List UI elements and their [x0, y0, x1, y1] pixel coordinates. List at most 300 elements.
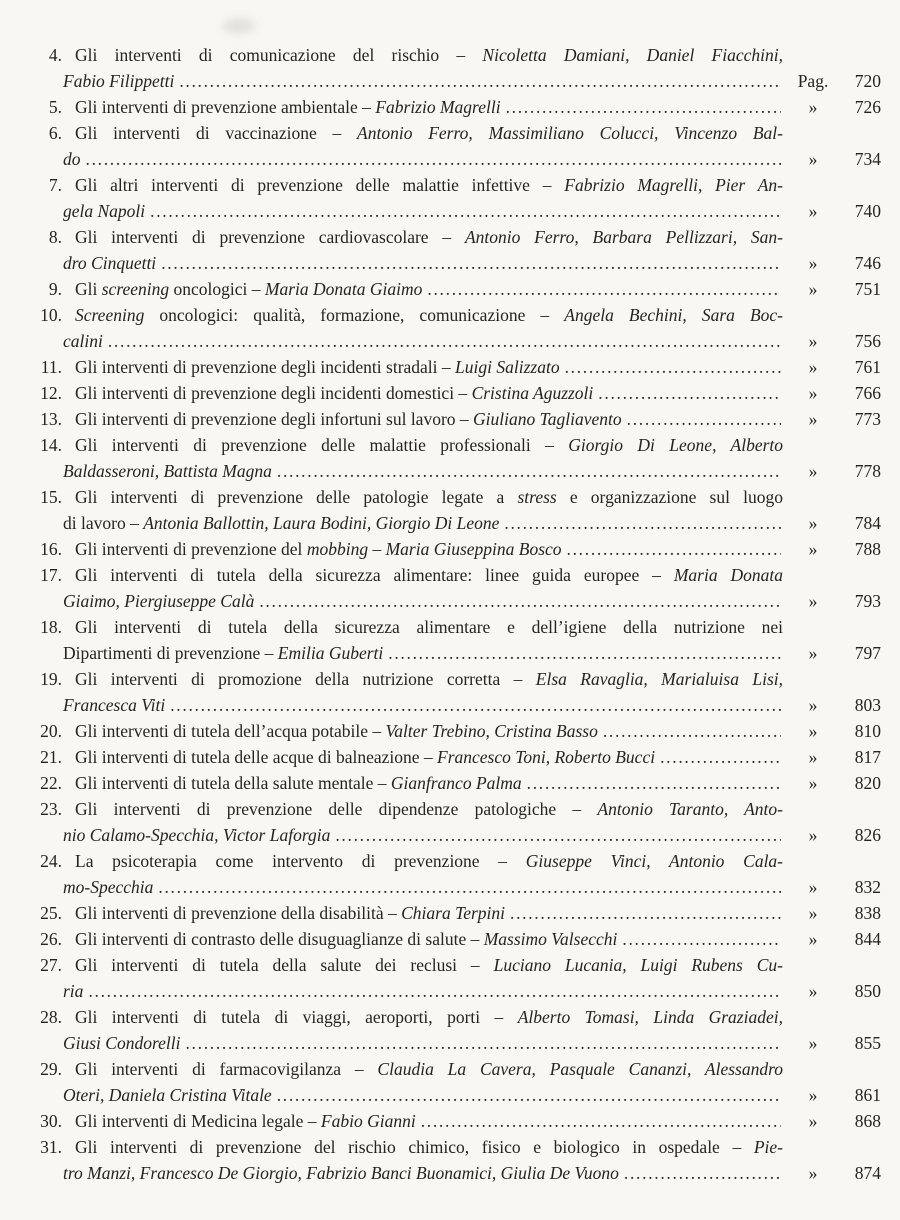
entry-line	[63, 68, 783, 94]
entry-number: 21.	[40, 747, 62, 767]
entry-text-italic-segment: Antonio Ferro, Massimiliano Colucci, Vincenzo Bal-	[357, 123, 783, 143]
entry-line	[63, 380, 783, 406]
entry-body	[28, 224, 783, 276]
entry-number: 13.	[40, 409, 62, 429]
dot-leader	[627, 406, 781, 432]
dot-leader	[170, 692, 781, 718]
entry-text-italic-segment: Gianfranco Palma	[390, 773, 522, 793]
entry-number: 15.	[40, 487, 62, 507]
entry-number: 7.	[48, 175, 62, 195]
entry-number: 6.	[48, 123, 62, 143]
entry-line	[63, 1134, 783, 1160]
entry-text	[75, 851, 783, 871]
page-column-label: »	[808, 825, 818, 845]
dot-leader	[598, 380, 781, 406]
entry-text-italic-segment: Francesco Toni, Roberto Bucci	[437, 747, 656, 767]
entry-text-segment: Gli interventi di tutela di viaggi, aeroporti, porti –	[75, 1007, 518, 1027]
entry-text-italic-segment: Maria Donata Giaimo	[264, 279, 423, 299]
entry-line	[63, 484, 783, 510]
toc-entry	[28, 1056, 881, 1108]
dot-leader	[506, 94, 781, 120]
entry-number: 25.	[40, 903, 62, 923]
dot-leader	[259, 588, 781, 614]
entry-text-segment: Gli interventi di contrasto delle disuguaglianze di salute –	[75, 929, 484, 949]
entry-text-italic-segment: Fabio Gianni	[320, 1111, 416, 1131]
dot-leader	[624, 1160, 781, 1186]
page-number: 788	[854, 539, 881, 559]
entry-text	[75, 718, 598, 744]
page-number: 784	[854, 513, 881, 533]
page-column-label: »	[808, 1033, 818, 1053]
entry-text-segment: Gli interventi di prevenzione ambientale –	[75, 97, 376, 117]
entry-text	[75, 1059, 783, 1079]
entry-text	[75, 305, 783, 325]
page-column-label: »	[808, 591, 818, 611]
entry-text	[75, 487, 783, 507]
entry-line	[63, 1108, 783, 1134]
toc-entry	[28, 666, 881, 718]
entry-body	[28, 276, 783, 302]
entry-text-italic-segment: Claudia La Cavera, Pasquale Cananzi, Alessandro	[377, 1059, 783, 1079]
entry-body	[28, 744, 783, 770]
dot-leader	[622, 926, 781, 952]
entry-text	[63, 1160, 619, 1186]
entry-text-italic-segment: Giorgio Di Leone, Alberto	[568, 435, 783, 455]
page-number: 726	[854, 97, 881, 117]
entry-text-italic-segment: Nicoletta Damiani, Daniel Fiacchini,	[482, 45, 783, 65]
entry-text	[75, 45, 783, 65]
entry-text	[75, 227, 783, 247]
entry-text-italic-segment: Valter Trebino, Cristina Basso	[385, 721, 598, 741]
entry-text	[75, 617, 783, 637]
entry-text-italic-segment: mobbing	[306, 539, 369, 559]
entry-body	[28, 718, 783, 744]
entry-body	[28, 406, 783, 432]
entry-number: 18.	[40, 617, 62, 637]
entry-text-segment: Gli interventi di Medicina legale –	[75, 1111, 321, 1131]
dot-leader	[161, 250, 781, 276]
entry-text	[75, 94, 501, 120]
toc-entry	[28, 94, 881, 120]
entry-body	[28, 796, 783, 848]
toc-entry	[28, 224, 881, 276]
dot-leader	[277, 458, 781, 484]
page-column-label: »	[808, 695, 818, 715]
entry-body	[28, 172, 783, 224]
entry-number: 26.	[40, 929, 62, 949]
page-column-label: »	[808, 877, 818, 897]
entry-text-italic-segment: Giusi Condorelli	[63, 1033, 181, 1053]
entry-body	[28, 562, 783, 614]
page-column-label: Pag.	[797, 71, 829, 91]
entry-text	[75, 900, 505, 926]
page-column-label: »	[808, 461, 818, 481]
entry-line	[63, 354, 783, 380]
entry-line	[63, 822, 783, 848]
page-number: 740	[854, 201, 881, 221]
entry-text	[75, 536, 562, 562]
dot-leader	[388, 640, 781, 666]
entry-body	[28, 94, 783, 120]
entry-text-segment: Gli interventi di prevenzione del rischio chimico, fisico e biologico in ospedale –	[75, 1137, 754, 1157]
entry-text	[75, 669, 783, 689]
entry-text-italic-segment: Luigi Salizzato	[455, 357, 560, 377]
entry-line	[63, 692, 783, 718]
entry-text-italic-segment: Cristina Aguzzoli	[471, 383, 594, 403]
entry-line	[63, 1056, 783, 1082]
entry-number: 23.	[40, 799, 62, 819]
page-column-label: »	[808, 513, 818, 533]
dot-leader	[150, 198, 781, 224]
entry-text	[75, 1007, 783, 1027]
page-column-label: »	[808, 903, 818, 923]
entry-number: 5.	[48, 97, 62, 117]
page-column-label: »	[808, 773, 818, 793]
entry-body	[28, 1108, 783, 1134]
entry-text-italic-segment: Antonio Ferro, Barbara Pellizzari, San-	[464, 227, 783, 247]
entry-text	[75, 175, 783, 195]
entry-text-italic-segment: tro Manzi, Francesco De Giorgio, Fabrizio Banci Buonamici, Giulia De Vuono	[63, 1163, 619, 1183]
entry-line	[63, 614, 783, 640]
entry-text-italic-segment: Giaimo, Piergiuseppe Calà	[63, 591, 255, 611]
entry-text-segment: Gli interventi di prevenzione degli infortuni sul lavoro –	[75, 409, 474, 429]
entry-text-segment: di lavoro –	[63, 513, 144, 533]
page-number: 844	[854, 929, 881, 949]
dot-leader	[185, 1030, 781, 1056]
entry-line	[63, 926, 783, 952]
entry-text	[63, 510, 499, 536]
entry-text-segment: Gli interventi di farmacovigilanza –	[75, 1059, 378, 1079]
dot-leader	[108, 328, 781, 354]
entry-body	[28, 614, 783, 666]
entry-line	[63, 874, 783, 900]
page-column-label: »	[808, 747, 818, 767]
dot-leader	[565, 354, 781, 380]
entry-text-italic-segment: nio Calamo-Specchia, Victor Laforgia	[63, 825, 331, 845]
entry-text	[75, 406, 622, 432]
entry-text-segment: Dipartimenti di prevenzione –	[63, 643, 278, 663]
toc-entry	[28, 354, 881, 380]
entry-text-italic-segment: Emilia Guberti	[277, 643, 384, 663]
entry-line	[63, 1160, 783, 1186]
entry-text-italic-segment: calini	[63, 331, 103, 351]
entry-text-segment: Gli interventi di tutela delle acque di balneazione –	[75, 747, 438, 767]
page-number: 773	[854, 409, 881, 429]
dot-leader	[603, 718, 781, 744]
entry-text	[75, 435, 783, 455]
page-column-label: »	[808, 97, 818, 117]
toc-entry	[28, 952, 881, 1004]
entry-text-italic-segment: mo-Specchia	[63, 877, 154, 897]
dot-leader	[88, 978, 781, 1004]
entry-number: 4.	[48, 45, 62, 65]
entry-text-segment: –	[368, 539, 386, 559]
entry-text	[63, 692, 165, 718]
entry-line	[63, 172, 783, 198]
entry-line	[63, 848, 783, 874]
entry-body	[28, 536, 783, 562]
entry-text-segment: Gli interventi di prevenzione delle malattie professionali –	[75, 435, 569, 455]
entry-body	[28, 1004, 783, 1056]
entry-line	[63, 1004, 783, 1030]
page-number: 756	[854, 331, 881, 351]
entry-text	[75, 380, 593, 406]
toc-entry	[28, 1108, 881, 1134]
entry-text	[75, 276, 422, 302]
page-number: 826	[854, 825, 881, 845]
scan-smudge	[222, 18, 256, 34]
toc-entry	[28, 770, 881, 796]
entry-number: 14.	[40, 435, 62, 455]
page-column-label: »	[808, 1163, 818, 1183]
entry-number: 28.	[40, 1007, 62, 1027]
entry-line	[63, 952, 783, 978]
entry-text-italic-segment: Alberto Tomasi, Linda Graziadei,	[517, 1007, 783, 1027]
page-number: 766	[854, 383, 881, 403]
entry-line	[63, 562, 783, 588]
entry-text	[75, 799, 783, 819]
entry-text-segment: oncologici: qualità, formazione, comunicazione –	[144, 305, 565, 325]
entry-text	[63, 822, 330, 848]
entry-body	[28, 484, 783, 536]
entry-line	[63, 432, 783, 458]
entry-text-segment: Gli interventi di prevenzione delle dipendenze patologiche –	[75, 799, 598, 819]
entry-text-italic-segment: Giuseppe Vinci, Antonio Cala-	[525, 851, 783, 871]
entry-text-segment: Gli interventi di promozione della nutrizione corretta –	[75, 669, 536, 689]
entry-line	[63, 796, 783, 822]
entry-line	[63, 146, 783, 172]
entry-body	[28, 120, 783, 172]
entry-text-segment: Gli interventi di prevenzione degli incidenti domestici –	[75, 383, 472, 403]
page-column-label: »	[808, 201, 818, 221]
toc-entry	[28, 848, 881, 900]
page-column-label: »	[808, 149, 818, 169]
entry-text-segment: Gli interventi di prevenzione della disabilità –	[75, 903, 402, 923]
entry-text-italic-segment: Elsa Ravaglia, Marialuisa Lisi,	[535, 669, 783, 689]
entry-line	[63, 978, 783, 1004]
entry-text-segment: Gli interventi di tutela della sicurezza alimentare: linee guida europee –	[75, 565, 674, 585]
entry-line	[63, 510, 783, 536]
entry-text-italic-segment: dro Cinquetti	[63, 253, 157, 273]
entry-line	[63, 302, 783, 328]
entry-line	[63, 224, 783, 250]
entry-text	[63, 874, 153, 900]
toc-entry	[28, 120, 881, 172]
toc-entry	[28, 276, 881, 302]
toc-entry	[28, 1134, 881, 1186]
entry-text-italic-segment: screening	[101, 279, 170, 299]
entry-text	[75, 955, 783, 975]
entry-text	[63, 1030, 180, 1056]
entry-text-italic-segment: do	[63, 149, 81, 169]
toc-entry	[28, 718, 881, 744]
toc-entry	[28, 562, 881, 614]
entry-line	[63, 718, 783, 744]
toc-entry	[28, 536, 881, 562]
entry-text	[75, 1108, 416, 1134]
toc-entry	[28, 614, 881, 666]
entry-text	[63, 328, 103, 354]
dot-leader	[527, 770, 781, 796]
entry-text-italic-segment: Antonio Taranto, Anto-	[597, 799, 783, 819]
entry-number: 29.	[40, 1059, 62, 1079]
entry-text-italic-segment: Giuliano Tagliavento	[473, 409, 622, 429]
entry-body	[28, 666, 783, 718]
entry-body	[28, 1134, 783, 1186]
page-number: 850	[854, 981, 881, 1001]
entry-text-italic-segment: Angela Bechini, Sara Boc-	[564, 305, 783, 325]
entry-text-italic-segment: Oteri, Daniela Cristina Vitale	[63, 1085, 272, 1105]
entry-body	[28, 1056, 783, 1108]
entry-body	[28, 926, 783, 952]
entry-line	[63, 588, 783, 614]
page-column-label: »	[808, 721, 818, 741]
entry-line	[63, 744, 783, 770]
page-number: 761	[854, 357, 881, 377]
dot-leader	[86, 146, 782, 172]
entry-text	[63, 640, 383, 666]
entry-number: 30.	[40, 1111, 62, 1131]
entry-text	[75, 123, 783, 143]
entry-text	[63, 458, 272, 484]
entry-number: 9.	[48, 279, 62, 299]
entry-text-segment: Gli interventi di prevenzione delle patologie legate a	[75, 487, 518, 507]
entry-text-segment: Gli interventi di prevenzione degli incidenti stradali –	[75, 357, 456, 377]
entry-number: 27.	[40, 955, 62, 975]
dot-leader	[504, 510, 781, 536]
page-number: 838	[854, 903, 881, 923]
page-number: 746	[854, 253, 881, 273]
entry-text-italic-segment: Fabrizio Magrelli, Pier An-	[564, 175, 783, 195]
entry-body	[28, 952, 783, 1004]
entry-body	[28, 302, 783, 354]
entry-text	[63, 146, 81, 172]
toc-entry	[28, 926, 881, 952]
dot-leader	[158, 874, 781, 900]
entry-number: 12.	[40, 383, 62, 403]
entry-text-italic-segment: Screening	[75, 305, 145, 325]
entry-number: 17.	[40, 565, 62, 585]
entry-text-segment: Gli interventi di prevenzione del	[75, 539, 307, 559]
page-column-label: »	[808, 357, 818, 377]
entry-body	[28, 42, 783, 94]
page-column-label: »	[808, 1111, 818, 1131]
entry-text-italic-segment: ria	[63, 981, 84, 1001]
entry-number: 22.	[40, 773, 62, 793]
entry-text-segment: Gli interventi di comunicazione del rischio –	[75, 45, 483, 65]
entry-line	[63, 458, 783, 484]
page-number: 778	[854, 461, 881, 481]
entry-text	[63, 68, 174, 94]
entry-text-segment: e organizzazione sul luogo	[556, 487, 783, 507]
page-number: 832	[854, 877, 881, 897]
entry-line	[63, 406, 783, 432]
page-number: 820	[854, 773, 881, 793]
entry-line	[63, 770, 783, 796]
entry-text-segment: Gli	[75, 279, 102, 299]
dot-leader	[421, 1108, 781, 1134]
dot-leader	[510, 900, 781, 926]
entry-text	[75, 744, 655, 770]
entry-line	[63, 94, 783, 120]
entry-text-segment: Gli interventi di tutela della sicurezza alimentare e dell’igiene della nutrizione nei	[75, 617, 783, 637]
entry-text-italic-segment: Antonia Ballottin, Laura Bodini, Giorgio Di Leone	[143, 513, 500, 533]
entry-line	[63, 328, 783, 354]
page-column-label: »	[808, 331, 818, 351]
entry-text-segment: Gli interventi di prevenzione cardiovascolare –	[75, 227, 465, 247]
dot-leader	[277, 1082, 781, 1108]
entry-line	[63, 276, 783, 302]
toc-list	[28, 42, 881, 1186]
entry-text-segment: Gli interventi di tutela della salute dei reclusi –	[75, 955, 494, 975]
page-column-label: »	[808, 981, 818, 1001]
entry-line	[63, 1030, 783, 1056]
entry-line	[63, 666, 783, 692]
entry-number: 20.	[40, 721, 62, 741]
entry-text	[63, 198, 145, 224]
entry-text	[75, 354, 560, 380]
page-column-label: »	[808, 539, 818, 559]
entry-number: 10.	[40, 305, 62, 325]
toc-entry	[28, 796, 881, 848]
entry-body	[28, 380, 783, 406]
entry-text-segment: oncologici –	[169, 279, 265, 299]
entry-line	[63, 1082, 783, 1108]
entry-text	[75, 1137, 783, 1157]
toc-entry	[28, 1004, 881, 1056]
dot-leader	[660, 744, 781, 770]
toc-entry	[28, 900, 881, 926]
toc-entry	[28, 380, 881, 406]
entry-line	[63, 42, 783, 68]
entry-line	[63, 198, 783, 224]
toc-entry	[28, 42, 881, 94]
page-column-label: »	[808, 383, 818, 403]
entry-line	[63, 900, 783, 926]
entry-text	[63, 250, 156, 276]
entry-text-segment: La psicoterapia come intervento di prevenzione –	[75, 851, 526, 871]
toc-entry	[28, 744, 881, 770]
entry-number: 11.	[40, 357, 62, 377]
page-number: 797	[854, 643, 881, 663]
page-column-label: »	[808, 409, 818, 429]
page-number: 734	[854, 149, 881, 169]
entry-text-italic-segment: Fabio Filippetti	[63, 71, 175, 91]
toc-entry	[28, 406, 881, 432]
entry-text	[63, 978, 83, 1004]
entry-text	[75, 926, 617, 952]
entry-body	[28, 900, 783, 926]
entry-text-italic-segment: gela Napoli	[63, 201, 146, 221]
dot-leader	[427, 276, 781, 302]
page-column-label: »	[808, 253, 818, 273]
page-number: 810	[854, 721, 881, 741]
page-number: 720	[854, 71, 881, 91]
entry-body	[28, 354, 783, 380]
entry-text-italic-segment: Baldasseroni, Battista Magna	[63, 461, 272, 481]
page-column-label: »	[808, 279, 818, 299]
entry-text	[63, 1082, 272, 1108]
entry-line	[63, 250, 783, 276]
entry-text-italic-segment: stress	[517, 487, 557, 507]
entry-number: 16.	[40, 539, 62, 559]
entry-text-italic-segment: Fabrizio Magrelli	[375, 97, 501, 117]
page-number: 817	[854, 747, 881, 767]
entry-text	[63, 588, 254, 614]
page-column-label: »	[808, 929, 818, 949]
page-number: 861	[854, 1085, 881, 1105]
entry-number: 8.	[48, 227, 62, 247]
